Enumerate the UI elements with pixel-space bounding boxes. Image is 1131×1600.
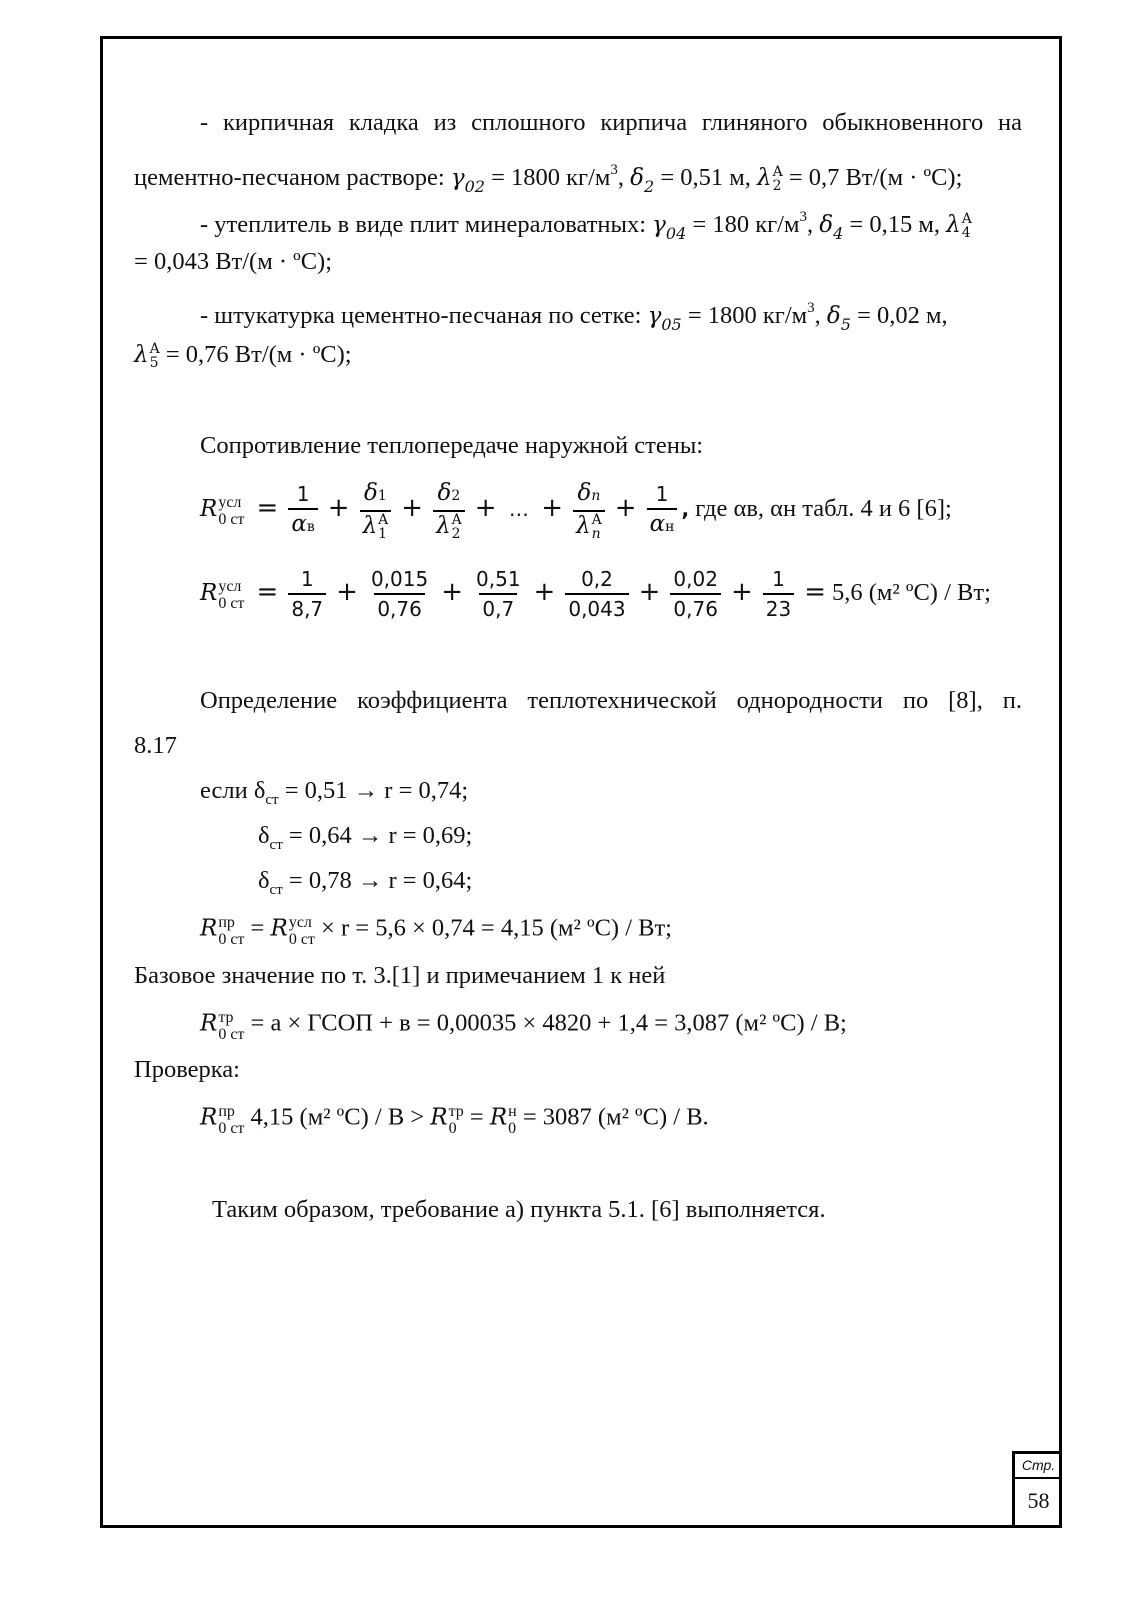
fraction [565,565,628,623]
fraction-numerator: 0,015 [370,567,429,592]
if-row-3: $\delta_{ст} = 0,78 \to r = 0,64$; [258,867,473,898]
fraction [473,565,524,623]
brick-line-b: цементно-песчаном растворе: $\gamma_{02} = 1800$ $кг/м^3$, $\delta_2 = 0,51$ м, λ A 2 = 0,7 Вт/(м · ºС); [134,162,963,196]
fraction-numerator: 0,51 [476,567,521,592]
check-formula: R пр 0 ст 4,15 (м² ºС) / В > R тр 0 = R н 0 = 3087 (м² ºС) / В. [200,1103,709,1137]
fraction-numerator: 0,2 [581,567,613,592]
plus-sign: + [638,577,661,607]
plaster-line-a: - штукатурка цементно-песчаная по сетке: $\gamma_{05} = 1800$ $кг/м^3$, $\delta_5 = 0,02$ м, [200,300,948,334]
page-number: 58 [1027,1488,1050,1513]
resistance-numeric: R усл 0 ст = $\frac{1}{8,7}$ + $\frac{0,015}{0,76}$ + $\frac{0,51}{0,7}$ + $\frac{0,2}{0,043}$ + $\frac{0,02}{0,76}$ + $\frac{1}{23}$ = 5,6 (м² ºС) / Вт; [200,567,991,622]
plus-sign: + [730,577,753,607]
resistance-heading: Сопротивление теплопередаче наружной стены: [200,432,704,459]
uniformity-heading-b: 8.17 [134,732,177,759]
fraction-denominator: 23 [763,593,794,623]
fraction-denominator: 0,7 [479,593,517,623]
fraction-denominator: 8,7 [288,593,326,623]
uniformity-heading-a: Определение коэффициента теплотехнической однородности по [8], п. [200,687,1022,714]
fraction-denominator: 0,76 [670,593,721,623]
fraction-numerator: 0,02 [673,567,718,592]
rtr-formula: R тр 0 ст = а × ГСОП + в = 0,00035 × 4820 + 1,4 = 3,087 (м² ºС) / В; [200,1009,847,1043]
resistance-formula: R усл 0 ст = $\frac{1}{\alpha в}$ + δ1 λ A 1 + δ2 λ A 2 + … + δn λ A n + $\frac{1}{\alpha н}$ , где αв, αн табл. 4 и 6 [6]; [200,480,952,543]
plaster-line-b: λ A 5 = 0,76 Вт/(м · ºС); [134,341,352,372]
fraction-denominator: 0,043 [565,593,628,623]
if-row-2: $\delta_{ст} = 0,64 \to r = 0,69$; [258,822,473,853]
insulation-line-b: = 0,043 Вт/(м · ºС); [134,248,333,275]
page-label: Стр. [1015,1454,1062,1479]
fraction [368,565,431,623]
fraction-numerator: 1 [772,567,785,592]
brick-line-a: - кирпичная кладка из сплошного кирпича глиняного обыкновенного на [200,109,1022,136]
fraction [670,565,721,623]
fraction [763,565,794,623]
base-value-text: Базовое значение по т. 3.[1] и примечанием 1 к ней [134,962,666,989]
insulation-line-a: - утеплитель в виде плит минераловатных: $\gamma_{04} = 180$ $кг/м^3$, $\delta_4 = 0,15$ м, λ A 4 [200,209,972,243]
fraction-numerator: 1 [300,567,314,592]
check-label: Проверка: [134,1056,240,1083]
fraction-denominator: 0,76 [374,593,425,623]
if-row-1: если $\delta_{ст} = 0,51 \to r = 0,74$; [200,777,469,808]
fraction [288,565,326,623]
rpr-formula: R пр 0 ст = R усл 0 ст × r = 5,6 × 0,74 = 4,15 (м² ºС) / Вт; [200,914,672,948]
conclusion: Таким образом, требование а) пункта 5.1. [6] выполняется. [212,1196,826,1223]
plus-sign: + [441,577,464,607]
plus-sign: + [336,577,358,607]
plus-sign: + [533,577,556,607]
page-number-box [1012,1451,1062,1528]
